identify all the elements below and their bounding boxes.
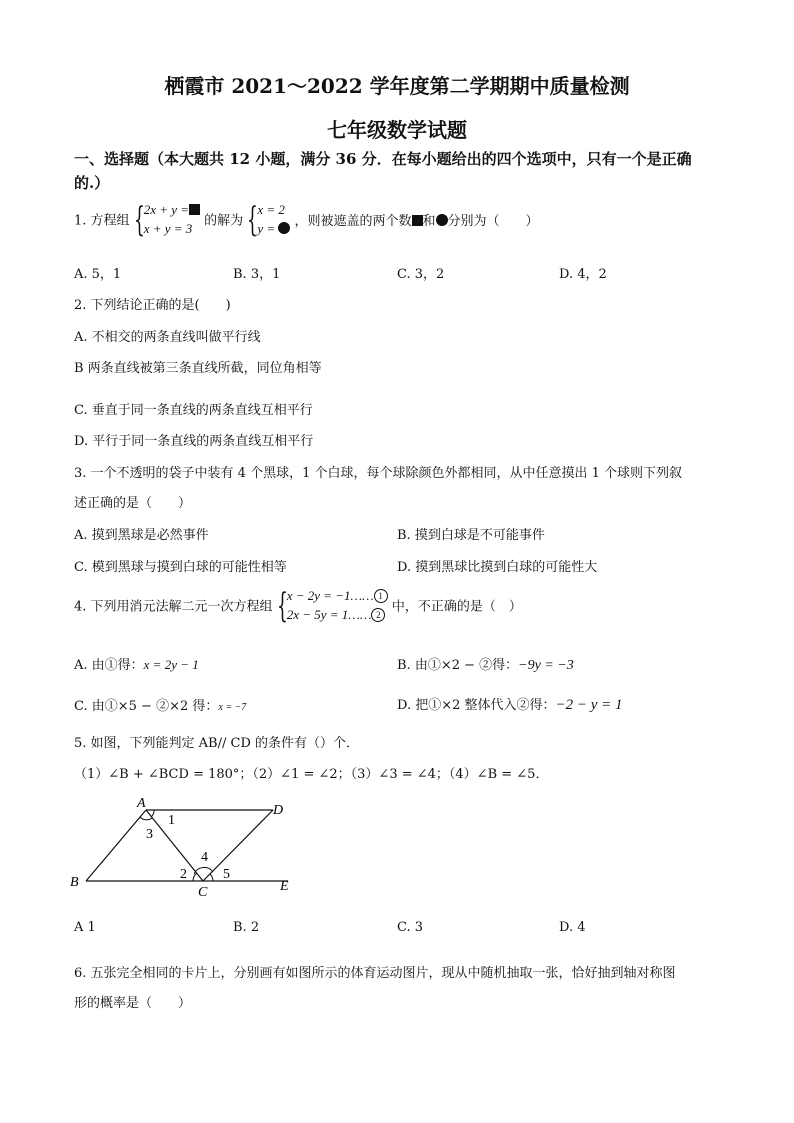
q5-option-d: D. 4	[559, 920, 586, 935]
black-square-icon	[189, 204, 200, 215]
q3-option-b: B. 摸到白球是不可能事件	[397, 528, 545, 543]
circled-one-icon: 1	[374, 589, 388, 603]
q4-suffix: 中，不正确的是（ ）	[391, 599, 522, 615]
line-CD	[203, 810, 273, 881]
question-4	[74, 586, 522, 624]
exam-subtitle: 七年级数学试题	[327, 118, 467, 142]
q4-prefix: 4. 下列用消元法解二元一次方程组	[74, 599, 273, 615]
q4-optB-label: B. 由①×2 − ②得：	[397, 658, 519, 673]
question-6-stem-line2: 形的概率是（ ）	[74, 996, 192, 1011]
label-D: D	[273, 803, 284, 818]
q1-sys1-line2: x + y = 3	[143, 221, 193, 236]
label-A: A	[137, 796, 146, 811]
black-square-icon	[412, 215, 423, 226]
section-heading-line1: 一、选择题（本大题共 12 小题，满分 36 分．在每小题给出的四个选项中，只有一个是正确	[74, 150, 692, 168]
q4-optC-math: x = −7	[218, 702, 247, 713]
q1-option-d: D. 4，2	[559, 267, 607, 282]
question-3-stem-line2: 述正确的是（ ）	[74, 496, 192, 511]
q4-option-d	[397, 694, 623, 714]
angle-2-arc	[193, 873, 197, 881]
q1-system-1	[134, 200, 200, 238]
q1-prefix: 1. 方程组	[74, 213, 130, 229]
question-6-stem-line1: 6. 五张完全相同的卡片上，分别画有如图所示的体育运动图片，现从中随机抽取一张，恰好抽到轴对称图	[74, 966, 676, 981]
q4-optD-math: −2 − y = 1	[555, 697, 623, 713]
q1-option-c: C. 3，2	[397, 267, 445, 282]
question-3-stem-line1: 3. 一个不透明的袋子中装有 4 个黑球，1 个白球，每个球除颜色外都相同，从中任意摸出 1 个球则下列叙	[74, 466, 683, 481]
q2-option-a: A. 不相交的两条直线叫做平行线	[74, 330, 261, 345]
q1-mid: 的解为	[204, 213, 244, 229]
q4-option-a	[74, 654, 199, 673]
label-angle-3: 3	[146, 827, 153, 842]
q4-optC-label: C. 由①×5 − ②×2 得：	[74, 699, 219, 714]
label-angle-4: 4	[201, 850, 208, 865]
label-B: B	[70, 875, 79, 890]
q1-system-2	[247, 200, 290, 238]
q1-suffix-c: 分别为（ ）	[447, 213, 539, 229]
line-AB	[86, 810, 146, 881]
black-dot-icon	[278, 222, 290, 234]
q5-option-c: C. 3	[397, 920, 424, 935]
angle-5-arc	[210, 874, 213, 881]
q1-option-a: A. 5，1	[74, 267, 122, 282]
label-angle-5: 5	[223, 867, 230, 882]
q3-option-a: A. 摸到黑球是必然事件	[74, 528, 209, 543]
label-angle-1: 1	[168, 813, 175, 828]
q2-option-b: B 两条直线被第三条直线所截，同位角相等	[74, 361, 322, 376]
q4-system	[277, 586, 388, 624]
question-5-stem: 5. 如图，下列能判定 AB// CD 的条件有（）个．	[74, 736, 360, 751]
q5-geometry-figure	[60, 790, 310, 900]
q3-option-c: C. 模到黑球与摸到白球的可能性相等	[74, 560, 287, 575]
q1-sys2-line2: y =	[257, 221, 276, 236]
q4-option-c	[74, 695, 246, 714]
angle-3-arc	[140, 817, 152, 820]
label-angle-2: 2	[180, 867, 187, 882]
label-E: E	[280, 879, 289, 894]
q1-sys1-line1: 2x + y =	[143, 202, 190, 217]
brace-icon: {	[276, 586, 288, 626]
q1-sys2-line1: x = 2	[257, 202, 285, 217]
q2-option-d: D. 平行于同一条直线的两条直线互相平行	[74, 434, 314, 449]
q4-optA-label: A. 由①得：	[74, 658, 144, 673]
q2-option-c: C. 垂直于同一条直线的两条直线互相平行	[74, 403, 313, 418]
q4-optD-label: D. 把①×2 整体代入②得：	[397, 698, 556, 713]
q1-suffix-a: ，则被遮盖的两个数	[294, 213, 412, 229]
label-C: C	[198, 885, 208, 900]
black-dot-icon	[436, 214, 448, 226]
question-5-conditions: （1）∠B + ∠BCD = 180°；（2）∠1 = ∠2；（3）∠3 = ∠4；（4）∠B = ∠5．	[74, 767, 549, 782]
brace-icon: {	[133, 200, 145, 240]
q4-optA-math: x = 2y − 1	[143, 657, 199, 672]
q4-optB-math: −9y = −3	[518, 658, 574, 673]
question-2-stem: 2. 下列结论正确的是( )	[74, 298, 231, 313]
q4-sys-line2: 2x − 5y = 1……	[286, 607, 372, 622]
q5-option-b: B. 2	[233, 920, 260, 935]
q5-option-a: A 1	[74, 920, 96, 935]
q1-suffix-b: 和	[422, 213, 436, 229]
q3-option-d: D. 摸到黑球比摸到白球的可能性大	[397, 560, 598, 575]
circled-two-icon: 2	[371, 608, 385, 622]
angle-1-arc	[151, 810, 154, 817]
q4-option-b	[397, 654, 574, 674]
section-heading-line2: 的.）	[74, 174, 110, 192]
q1-option-b: B. 3，1	[233, 267, 281, 282]
q4-sys-line1: x − 2y = −1……	[286, 588, 374, 603]
question-1	[74, 200, 539, 238]
exam-title: 栖霞市 2021～2022 学年度第二学期期中质量检测	[164, 74, 630, 98]
brace-icon: {	[247, 200, 259, 240]
